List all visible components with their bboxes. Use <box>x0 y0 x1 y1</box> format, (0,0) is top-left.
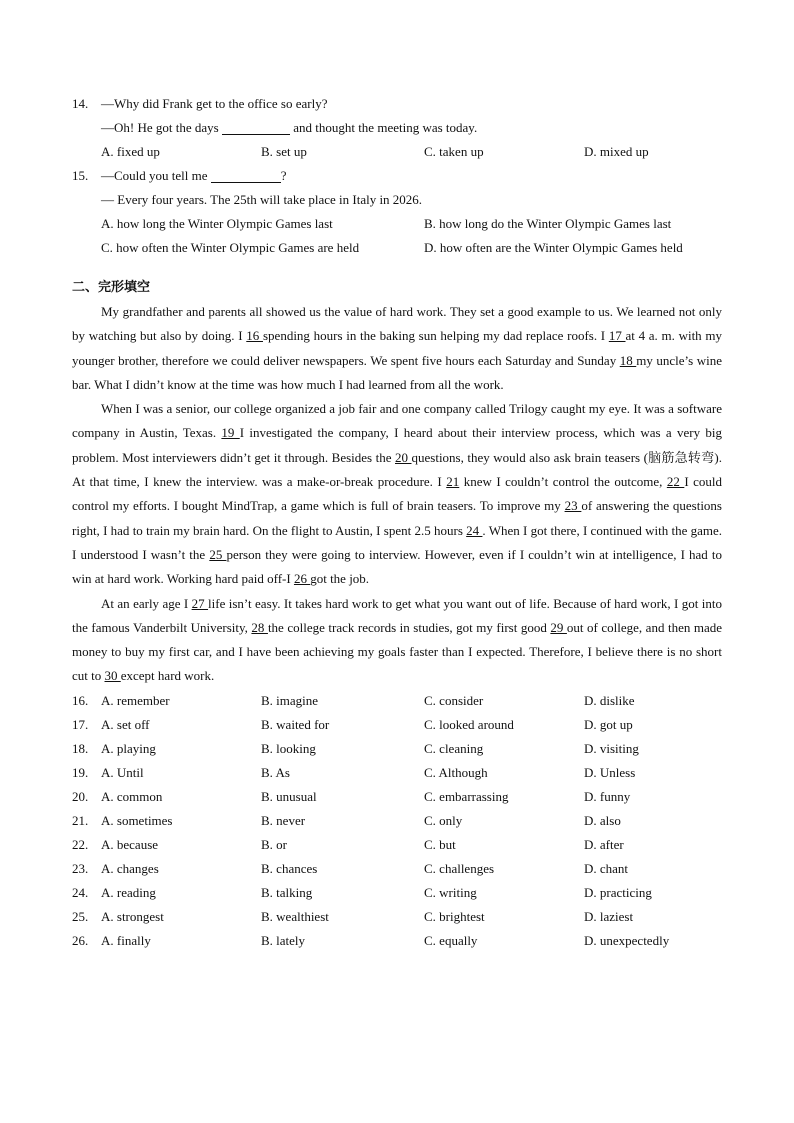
option-a: A. strongest <box>101 908 164 924</box>
question-text: and thought the meeting was today. <box>293 120 478 135</box>
option-c: C. writing <box>424 884 477 900</box>
option-b: B. never <box>261 812 306 828</box>
choice-row: 22. A. because B. or C. but D. after <box>72 833 722 857</box>
blank-21: 21 <box>446 474 460 490</box>
blank-19: 19 <box>221 425 240 441</box>
blank-28: 28 <box>251 619 268 635</box>
option-b: B. wealthiest <box>261 908 329 924</box>
option-a: A. remember <box>101 692 170 708</box>
choice-row: 20. A. common B. unusual C. embarrassing D. funny <box>72 785 722 809</box>
choice-row: 18. A. playing B. looking C. cleaning D. visiting <box>72 737 722 761</box>
option-c: C. looked around <box>424 716 514 732</box>
question-14-options <box>72 140 722 164</box>
option-b: B. lately <box>261 932 306 948</box>
choice-row: 25. A. strongest B. wealthiest C. brightest D. laziest <box>72 905 722 929</box>
option-a: A. common <box>101 788 163 804</box>
option-c: C. equally <box>424 932 478 948</box>
choice-row: 23. A. changes B. chances C. challenges D. chant <box>72 857 722 881</box>
option-b: B. chances <box>261 860 318 876</box>
option-a: A. finally <box>101 932 151 948</box>
option-b: B. waited for <box>261 716 330 732</box>
option-a: A. sometimes <box>101 812 173 828</box>
option-a: A. reading <box>101 884 156 900</box>
option-c: C. cleaning <box>424 740 484 756</box>
choice-row: 17. A. set off B. waited for C. looked around D. got up <box>72 713 722 737</box>
choice-row: 21. A. sometimes B. never C. only D. also <box>72 809 722 833</box>
blank-30: 30 <box>104 668 121 684</box>
option-a: A. fixed up <box>101 144 160 159</box>
question-mark: ? <box>280 168 287 183</box>
option-d: D. after <box>584 836 624 852</box>
option-a: A. Until <box>101 764 144 780</box>
option-d: D. mixed up <box>584 144 649 159</box>
question-15-options-row2 <box>72 236 722 260</box>
option-c: C. taken up <box>424 144 484 159</box>
question-text: — Every four years. The 25th will take place in Italy in 2026. <box>101 192 423 207</box>
option-c: C. embarrassing <box>424 788 509 804</box>
option-b: B. looking <box>261 740 316 756</box>
passage-paragraph-2: When I was a senior, our college organized a job fair and one company called Trilogy caught my eye. It was a software company in Austin, Texas. 19 I investigated the company, I heard about their interview process, which was a very big problem. Most interviewers didn’t get it through. Besides the 20 questions, they would also ask brain teasers (脑筋急转弯). At that time, I knew the interview. was a make-or-break procedure. I 21 knew I couldn’t control the outcome, 22 I could control my efforts. I bought MindTrap, a game which is full of brain teasers. To improve my 23 of answering the questions right, I had to train my brain hard. On the flight to Austin, I spent 2.5 hours 24 . When I got there, I continued with the game. I understood I wasn’t the 25 person they were going to interview. However, even if I couldn’t win at intelligence, I had to win at hard work. Working hard paid off-I 26 got the job. <box>72 401 723 587</box>
option-d: D. also <box>584 812 621 828</box>
option-a: A. playing <box>101 740 156 756</box>
passage-paragraph-3: At an early age I 27 life isn’t easy. It takes hard work to get what you want out of life. Because of hard work, I got into the famous Vanderbilt University, 28 the college track records in studies, got my first good 29 out of college, and then made money to buy my first car, and I have been achieving my goals faster than I expected. Therefore, I believe there is no short cut to 30 except hard work. <box>72 595 723 684</box>
choice-row: 24. A. reading B. talking C. writing D. practicing <box>72 881 722 905</box>
blank-20: 20 <box>395 449 412 465</box>
option-a: A. how long the Winter Olympic Games last <box>101 216 333 231</box>
question-15-line2 <box>72 188 722 212</box>
passage-paragraph-1: My grandfather and parents all showed us the value of hard work. They set a good example to us. We learned not only by watching but also by doing. I 16 spending hours in the baking sun helping my dad replace roofs. I 17 at 4 a. m. with my younger brother, therefore we could deliver newspapers. We spent five hours each Saturday and Sunday 18 my uncle’s wine bar. What I didn’t know at the time was how much I had learned from all the work. <box>72 304 722 392</box>
option-b: B. talking <box>261 884 313 900</box>
option-c: C. how often the Winter Olympic Games are held <box>101 240 360 255</box>
option-b: B. or <box>261 836 287 852</box>
choices-list <box>72 689 722 953</box>
blank-16: 16 <box>246 328 263 344</box>
option-a: A. changes <box>101 860 159 876</box>
question-14-line2 <box>72 116 722 140</box>
question-15 <box>72 164 722 188</box>
option-d: D. visiting <box>584 740 639 756</box>
section-title: 二、完形填空 <box>72 280 151 295</box>
option-b: B. unusual <box>261 788 317 804</box>
blank-22: 22 <box>666 474 685 490</box>
choice-row: 26. A. finally B. lately C. equally D. unexpectedly <box>72 929 722 953</box>
option-d: D. how often are the Winter Olympic Games held <box>424 240 683 255</box>
option-b: B. set up <box>261 144 307 159</box>
blank-25: 25 <box>209 546 227 562</box>
option-a: A. because <box>101 836 159 852</box>
blank-26: 26 <box>293 571 311 587</box>
exam-page <box>72 92 722 953</box>
choice-row: 19. A. Until B. As C. Although D. Unless <box>72 761 722 785</box>
question-stem: —Could you tell me <box>101 168 208 183</box>
option-b: B. As <box>261 764 290 780</box>
option-d: D. practicing <box>584 884 652 900</box>
blank-23: 23 <box>564 498 582 514</box>
option-d: D. unexpectedly <box>584 932 670 948</box>
blank-29: 29 <box>550 619 567 635</box>
question-text: —Oh! He got the days <box>101 120 219 135</box>
blank-17: 17 <box>608 328 626 344</box>
option-c: C. challenges <box>424 860 495 876</box>
answer-blank <box>222 120 290 135</box>
option-c: C. consider <box>424 692 484 708</box>
option-d: D. funny <box>584 788 631 804</box>
option-c: C. brightest <box>424 908 485 924</box>
question-number: 14. <box>72 96 89 111</box>
blank-27: 27 <box>191 595 209 611</box>
question-number: 15. <box>72 168 89 183</box>
option-d: D. chant <box>584 860 629 876</box>
option-d: D. Unless <box>584 764 636 780</box>
option-d: D. got up <box>584 716 633 732</box>
option-c: C. but <box>424 836 456 852</box>
option-a: A. set off <box>101 716 150 732</box>
option-d: D. laziest <box>584 908 634 924</box>
question-14 <box>72 92 722 116</box>
option-c: C. only <box>424 812 463 828</box>
choice-row: 16. A. remember B. imagine C. consider D. dislike <box>72 689 722 713</box>
question-15-options-row1 <box>72 212 722 236</box>
blank-18: 18 <box>619 352 637 368</box>
answer-blank <box>211 168 281 183</box>
option-c: C. Although <box>424 764 488 780</box>
option-b: B. how long do the Winter Olympic Games last <box>424 216 672 231</box>
blank-24: 24 <box>466 522 483 538</box>
question-stem: —Why did Frank get to the office so early? <box>101 96 328 111</box>
option-d: D. dislike <box>584 692 635 708</box>
option-b: B. imagine <box>261 692 319 708</box>
